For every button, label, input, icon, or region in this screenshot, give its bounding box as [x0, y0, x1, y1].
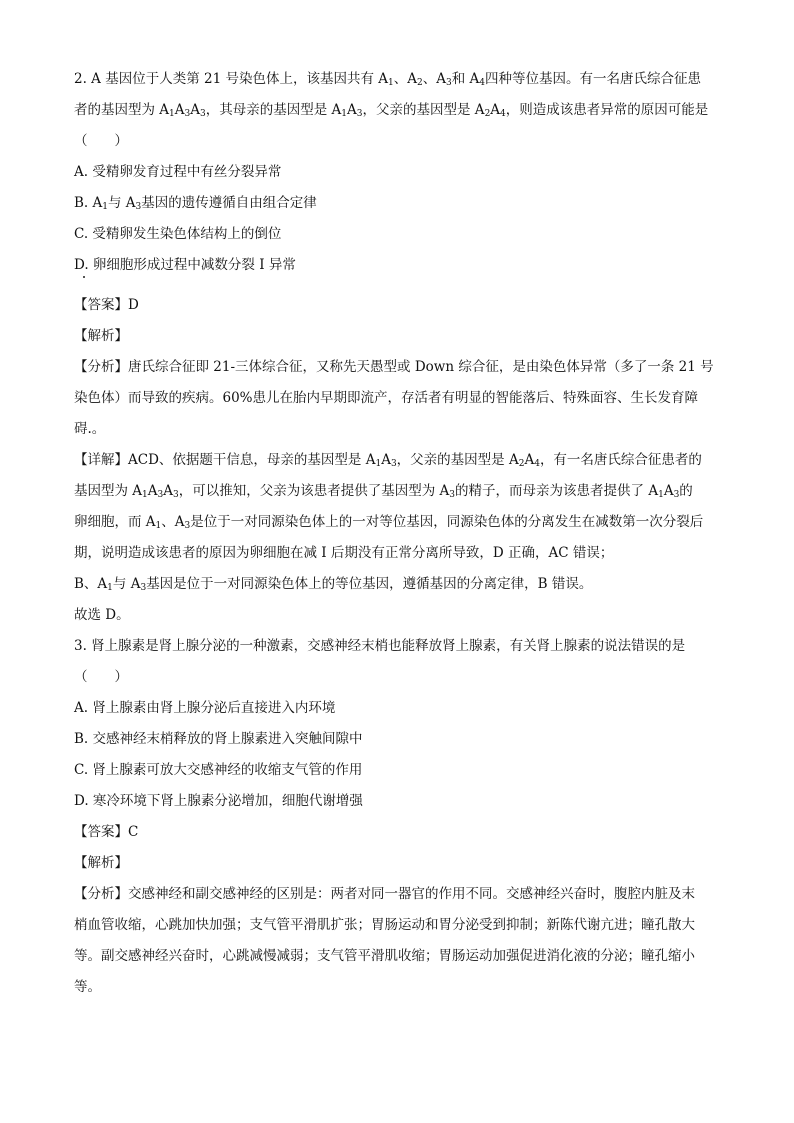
- q3-option-b: B. 交感神经末梢释放的肾上腺素进入突触间隙中: [74, 731, 363, 747]
- q3-analysis-line-3: 等。副交感神经兴奋时，心跳减慢减弱；支气管平滑肌收缩；胃肠运动加强促进消化液的分泌；瞳孔缩小: [74, 948, 695, 964]
- q3-option-a: A. 肾上腺素由肾上腺分泌后直接进入内环境: [74, 700, 336, 716]
- q2-analysis: 【分析】唐氏综合征即 21-三体综合征，又称先天愚型或 Down 综合征，是由染色体异常（多了一条 21 号染色体）而导致的疾病。60%患儿在胎内早期即流产，存活者有明显的智能落后、特殊面容、生长发育障碍.。: [74, 359, 714, 437]
- document-content: [74, 64, 722, 1003]
- q2-detail-line-2: 基因型为 $A_1A_3A_3$，可以推知，父亲为该患者提供了基因型为 $A_3$的精子，而母亲为该患者提供了 $A_1A_3$的: [74, 483, 693, 500]
- q2-detail-line-5: B、$A_1$与 $A_3$基因是位于一对同源染色体上的等位基因，遵循基因的分离定律，B 错误。: [74, 576, 593, 593]
- q2-option-a: A. 受精卵发育过程中有丝分裂异常: [74, 164, 282, 180]
- q3-analysis-line-4: 等。: [74, 979, 101, 995]
- q3-option-c: C. 肾上腺素可放大交感神经的收缩支气管的作用: [74, 762, 363, 778]
- q3-option-d: D. 寒冷环境下肾上腺素分泌增加，细胞代谢增强: [74, 793, 363, 809]
- q3-answer-blank: （ ）: [74, 669, 128, 685]
- q3-stem: 3. 肾上腺素是肾上腺分泌的一种激素，交感神经末梢也能释放肾上腺素，有关肾上腺素的说法错误的是: [74, 638, 686, 654]
- q2-stem-line-2: 者的基因型为 $A_1A_3A_3$，其母亲的基因型是 $A_1A_3$，父亲的基因型是 $A_2A_4$，则造成该患者异常的原因可能是: [74, 102, 709, 119]
- q2-answer-blank: （ ）: [74, 133, 128, 149]
- q2-answer: 【答案】D: [74, 297, 139, 313]
- q2-option-b: B. $A_1$与 $A_3$基因的遗传遵循自由组合定律: [74, 195, 317, 212]
- q2-analysis-label: 【解析】: [74, 328, 128, 344]
- q2-option-c: C. 受精卵发生染色体结构上的倒位: [74, 226, 282, 242]
- q3-analysis-line-1: 【分析】交感神经和副交感神经的区别是：两者对同一器官的作用不同。交感神经兴奋时，腹腔内脏及末: [74, 886, 695, 902]
- q2-conclusion: 故选 D。: [74, 607, 130, 623]
- q3-analysis-line-2: 梢血管收缩，心跳加快加强；支气管平滑肌扩张；胃肠运动和胃分泌受到抑制；新陈代谢亢进；瞳孔散大: [74, 917, 695, 933]
- q2-detail-line-1: 【详解】ACD、依据题干信息，母亲的基因型是 $A_1A_3$，父亲的基因型是 $A_2A_4$，有一名唐氏综合征患者的: [74, 452, 702, 469]
- q2-stem-line-1: 2. A 基因位于人类第 21 号染色体上，该基因共有 $A_1$、$A_2$、$A_3$和 $A_4$四种等位基因。有一名唐氏综合征患: [74, 71, 701, 88]
- q3-analysis-label: 【解析】: [74, 855, 128, 871]
- q2-detail-line-4: 期，说明造成该患者的原因为卵细胞在减 I 后期没有正常分离所导致，D 正确，AC 错误；: [74, 545, 614, 561]
- q2-option-d: D. 卵细胞形成过程中减数分裂 I 异常: [74, 257, 296, 273]
- q2-detail-line-3: 卵细胞，而 $A_1$、$A_3$是位于一对同源染色体上的一对等位基因，同源染色体的分离发生在减数第一次分裂后: [74, 514, 704, 531]
- q3-answer: 【答案】C: [74, 824, 139, 840]
